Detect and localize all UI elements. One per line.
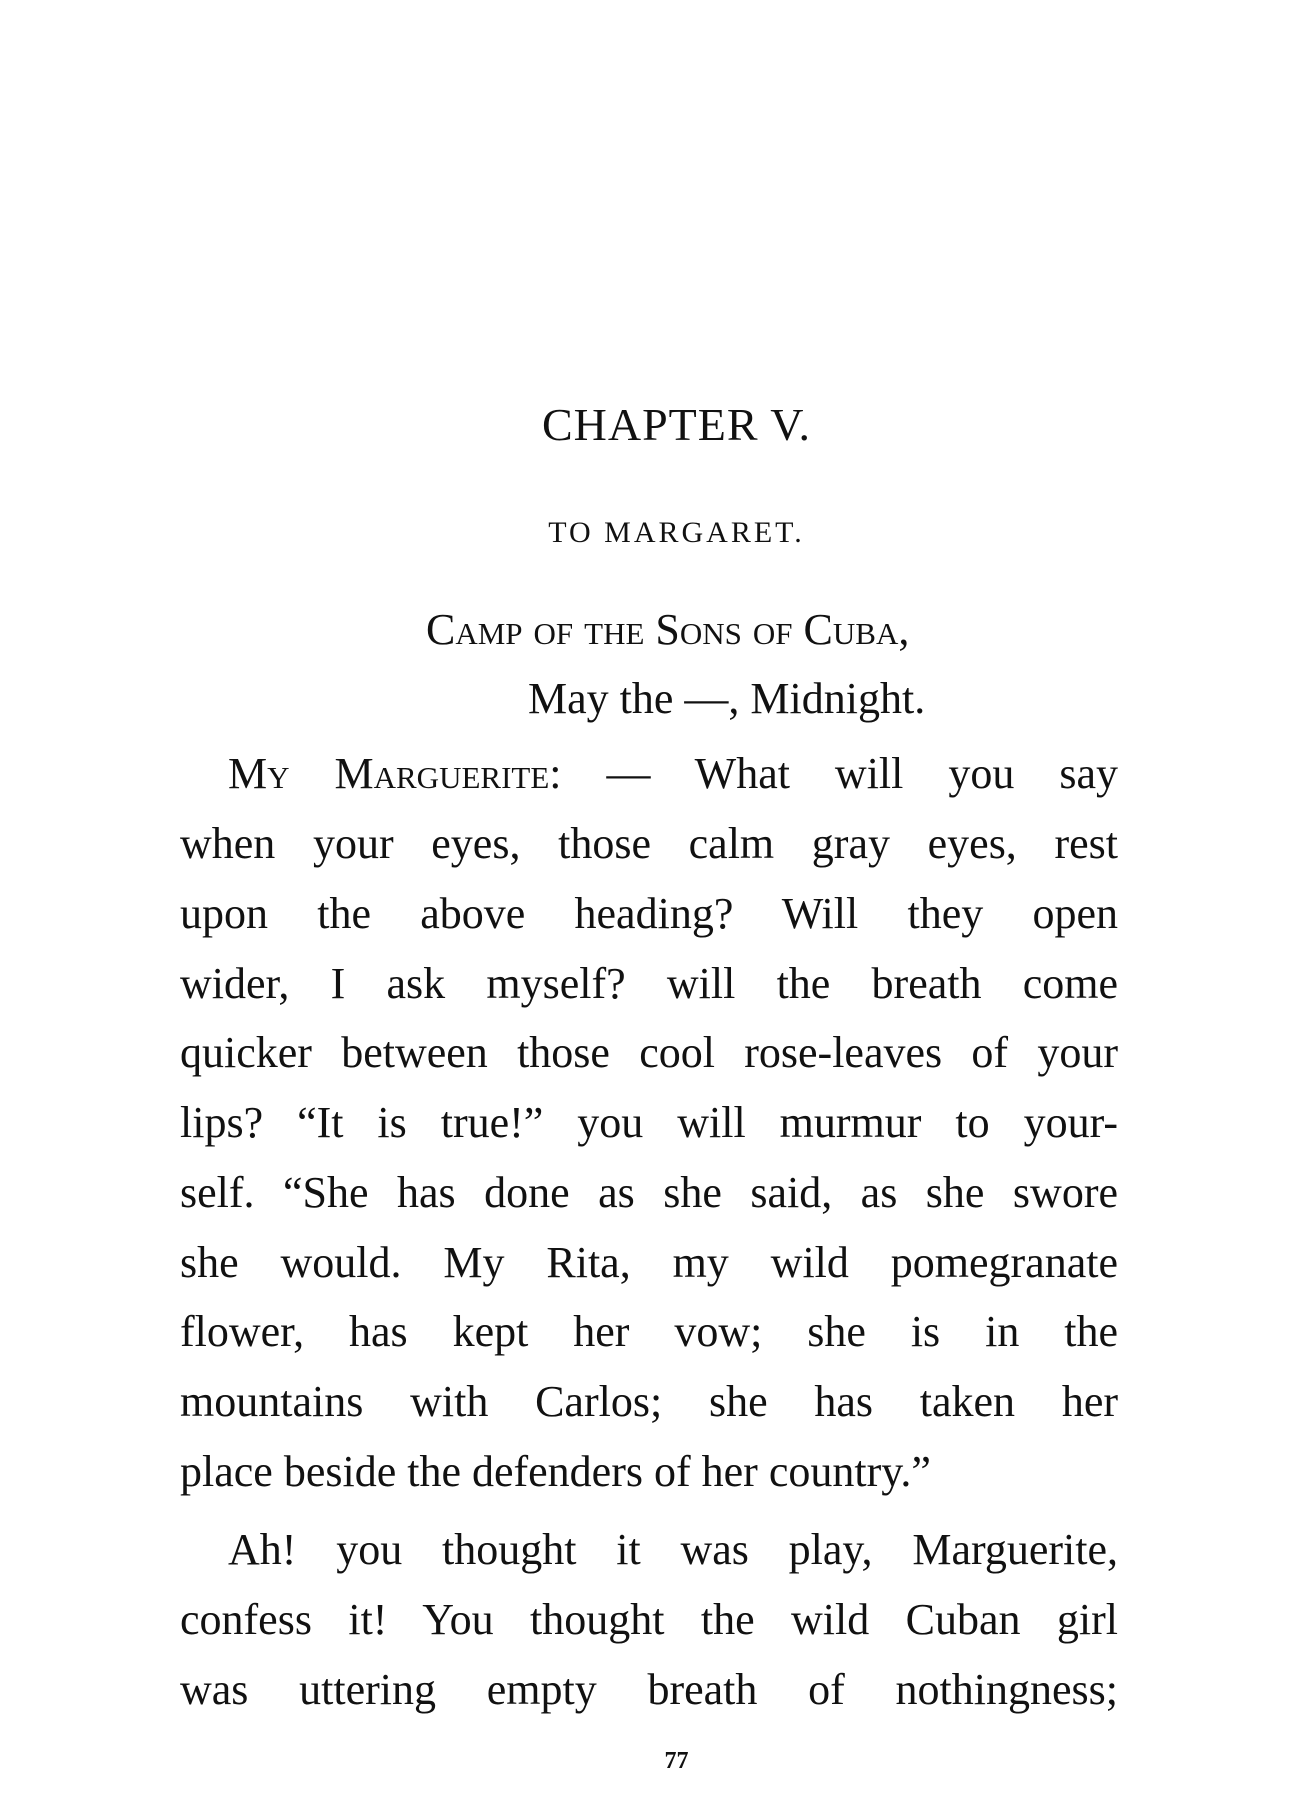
paragraph-line: self. “She has done as she said, as she swore <box>180 1168 1118 1217</box>
paragraph-line: Ah! you thought it was play, Marguerite, <box>228 1525 1118 1574</box>
salutation: My Marguerite <box>228 749 550 798</box>
dateline-time: May the —, Midnight. <box>528 674 926 723</box>
paragraph-line: when your eyes, those calm gray eyes, rest <box>180 819 1118 868</box>
paragraph-line: she would. My Rita, my wild pomegranate <box>180 1238 1118 1287</box>
chapter-title: CHAPTER V. <box>541 399 812 450</box>
paragraph-line: wider, I ask myself? will the breath come <box>180 959 1118 1008</box>
dateline-place: Camp of the Sons of Cuba, <box>426 605 910 654</box>
paragraph-line: place beside the defenders of her country.” <box>180 1447 931 1496</box>
paragraph-line: upon the above heading? Will they open <box>180 889 1118 938</box>
paragraph-line: lips? “It is true!” you will murmur to your- <box>180 1098 1118 1147</box>
paragraph-line: was uttering empty breath of nothingness; <box>180 1665 1118 1714</box>
salutation-continuation: : — What will you say <box>549 749 1118 798</box>
paragraph-line: quicker between those cool rose-leaves of your <box>180 1028 1118 1077</box>
page-number: 77 <box>664 1748 689 1774</box>
paragraph-line: mountains with Carlos; she has taken her <box>180 1377 1118 1426</box>
paragraph-line: confess it! You thought the wild Cuban girl <box>180 1595 1118 1644</box>
chapter-subtitle: TO MARGARET. <box>548 516 805 549</box>
paragraph-line: flower, has kept her vow; she is in the <box>180 1307 1118 1356</box>
paragraph-line <box>228 744 1118 804</box>
